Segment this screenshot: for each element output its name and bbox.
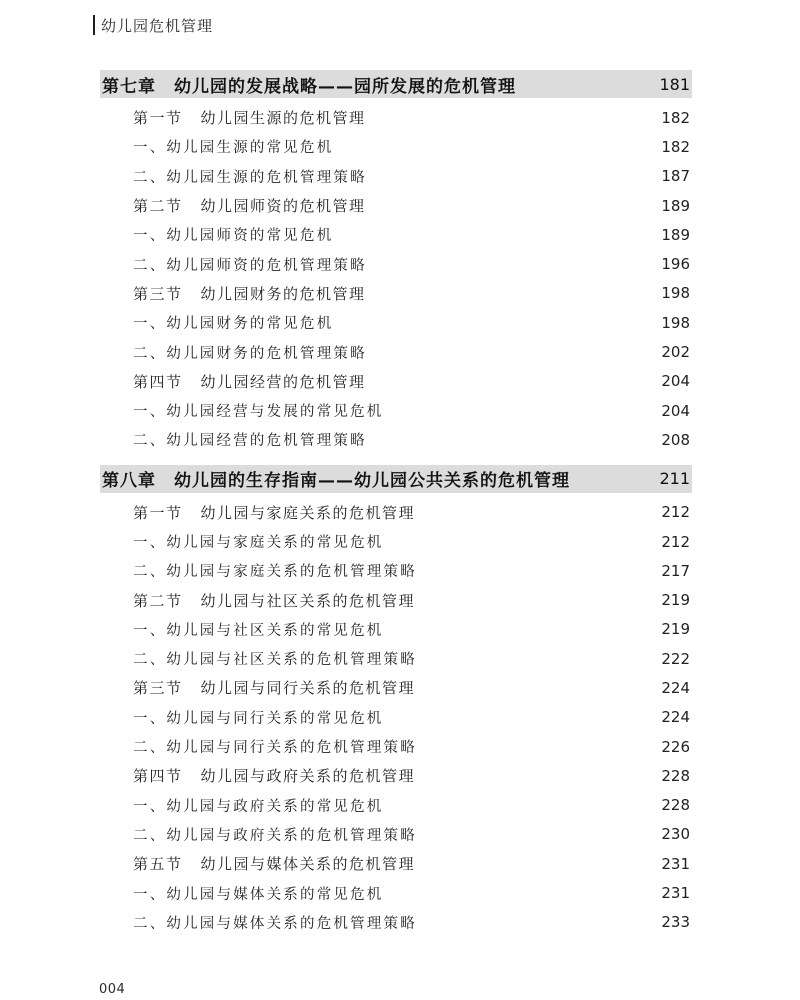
entry-page-number: 204 — [661, 372, 690, 391]
entry-text: 幼儿园师资的危机管理 — [200, 197, 366, 216]
entry-label — [133, 224, 333, 245]
entry-text: 幼儿园与媒体关系的危机管理 — [200, 855, 416, 874]
running-header — [93, 14, 213, 36]
entry-label — [133, 502, 415, 523]
entry-label — [133, 824, 417, 845]
entry-text: 幼儿园生源的危机管理 — [200, 109, 366, 128]
chapter-page-number: 211 — [659, 469, 690, 489]
entry-text: 幼儿园与家庭关系的危机管理 — [200, 503, 416, 522]
entry-text: 幼儿园与社区关系的危机管理 — [200, 591, 416, 610]
entry-text: 二、幼儿园与社区关系的危机管理策略 — [133, 652, 417, 669]
entry-page-number: 219 — [661, 591, 690, 610]
section-number: 第三节 — [133, 679, 183, 698]
entry-page-number: 189 — [661, 196, 690, 215]
chapter-title: 第七章 幼儿园的发展战略——园所发展的危机管理 — [102, 76, 516, 97]
entry-label — [133, 677, 415, 698]
entry-page-number: 231 — [661, 854, 690, 873]
chapter-title: 第八章 幼儿园的生存指南——幼儿园公共关系的危机管理 — [102, 471, 570, 492]
section-number: 第二节 — [133, 197, 183, 216]
entry-label — [133, 619, 384, 640]
entry-label — [133, 853, 415, 874]
entry-label — [133, 136, 333, 157]
entry-text: 二、幼儿园生源的危机管理策略 — [133, 169, 367, 186]
entry-text: 二、幼儿园与同行关系的危机管理策略 — [133, 740, 417, 757]
entry-text: 一、幼儿园生源的常见危机 — [133, 140, 334, 157]
header-rule — [93, 15, 95, 35]
entry-page-number: 212 — [661, 532, 690, 551]
entry-page-number: 228 — [661, 796, 690, 815]
toc-item — [100, 162, 692, 191]
entry-text: 一、幼儿园师资的常见危机 — [133, 228, 334, 245]
entry-label — [133, 283, 366, 304]
toc-item — [100, 644, 692, 673]
toc-item — [100, 878, 692, 907]
chapter-page-number: 181 — [659, 74, 690, 94]
entry-text: 一、幼儿园与政府关系的常见危机 — [133, 798, 384, 815]
toc-item — [100, 396, 692, 425]
toc-section — [100, 191, 692, 220]
section-number: 第四节 — [133, 767, 183, 786]
entry-text: 幼儿园与政府关系的危机管理 — [200, 767, 416, 786]
toc-item — [100, 308, 692, 337]
entry-label — [133, 312, 333, 333]
entry-label — [133, 254, 367, 275]
toc-item — [100, 703, 692, 732]
toc-item — [100, 556, 692, 585]
entry-label — [133, 707, 384, 728]
entry-label — [133, 560, 417, 581]
toc-section — [100, 103, 692, 132]
entry-page-number: 196 — [661, 255, 690, 274]
toc-section — [100, 673, 692, 702]
toc-item — [100, 908, 692, 937]
entry-label — [133, 795, 384, 816]
entry-label — [133, 371, 366, 392]
section-number: 第三节 — [133, 284, 183, 303]
entry-page-number: 204 — [661, 401, 690, 420]
entry-text: 幼儿园财务的危机管理 — [200, 284, 366, 303]
entry-label — [133, 342, 367, 363]
entry-page-number: 189 — [661, 225, 690, 244]
section-number: 第一节 — [133, 109, 183, 128]
entry-text: 二、幼儿园与媒体关系的危机管理策略 — [133, 915, 417, 932]
entry-text: 二、幼儿园财务的危机管理策略 — [133, 345, 367, 362]
entry-text: 幼儿园经营的危机管理 — [200, 372, 366, 391]
section-number: 第一节 — [133, 503, 183, 522]
entry-page-number: 230 — [661, 825, 690, 844]
entry-label — [133, 648, 417, 669]
entry-page-number: 187 — [661, 167, 690, 186]
toc-section — [100, 279, 692, 308]
toc-item — [100, 615, 692, 644]
entry-page-number: 182 — [661, 137, 690, 156]
entry-page-number: 219 — [661, 620, 690, 639]
toc-item — [100, 249, 692, 278]
section-number: 第五节 — [133, 855, 183, 874]
entry-label — [133, 765, 415, 786]
entry-label — [133, 883, 384, 904]
toc-item — [100, 425, 692, 454]
toc-section — [100, 585, 692, 614]
entry-page-number: 231 — [661, 884, 690, 903]
toc-section — [100, 761, 692, 790]
entry-page-number: 233 — [661, 913, 690, 932]
entry-text: 一、幼儿园与社区关系的常见危机 — [133, 622, 384, 639]
chapter-heading — [100, 70, 692, 98]
entry-page-number: 224 — [661, 678, 690, 697]
page-number: 004 — [99, 982, 126, 997]
entry-text: 一、幼儿园财务的常见危机 — [133, 316, 334, 333]
entry-page-number: 208 — [661, 430, 690, 449]
entry-label — [133, 590, 415, 611]
toc-section — [100, 498, 692, 527]
entry-text: 一、幼儿园经营与发展的常见危机 — [133, 404, 384, 421]
entry-page-number: 182 — [661, 108, 690, 127]
book-title: 幼儿园危机管理 — [101, 16, 214, 35]
entry-page-number: 224 — [661, 708, 690, 727]
entry-label — [133, 912, 417, 933]
toc-item — [100, 820, 692, 849]
table-of-contents — [100, 70, 692, 937]
entry-text: 一、幼儿园与家庭关系的常见危机 — [133, 535, 384, 551]
toc-section — [100, 849, 692, 878]
entry-label — [133, 195, 366, 216]
entry-page-number: 212 — [661, 503, 690, 522]
entry-page-number: 198 — [661, 313, 690, 332]
entry-text: 幼儿园与同行关系的危机管理 — [200, 679, 416, 698]
toc-item — [100, 732, 692, 761]
entry-label — [133, 166, 367, 187]
toc-item — [100, 527, 692, 556]
toc-item — [100, 337, 692, 366]
entry-label — [133, 429, 367, 450]
entry-text: 二、幼儿园与政府关系的危机管理策略 — [133, 827, 417, 844]
entry-label — [133, 736, 417, 757]
entry-page-number: 226 — [661, 737, 690, 756]
entry-label — [133, 400, 384, 421]
entry-text: 一、幼儿园与同行关系的常见危机 — [133, 710, 384, 727]
toc-item — [100, 791, 692, 820]
chapter-heading — [100, 465, 692, 493]
entry-page-number: 198 — [661, 284, 690, 303]
entry-label — [133, 107, 366, 128]
entry-text: 二、幼儿园与家庭关系的危机管理策略 — [133, 564, 417, 581]
entry-page-number: 228 — [661, 766, 690, 785]
entry-page-number: 222 — [661, 649, 690, 668]
entry-text: 一、幼儿园与媒体关系的常见危机 — [133, 886, 384, 903]
entry-label — [133, 531, 384, 552]
entry-page-number: 202 — [661, 343, 690, 362]
toc-section — [100, 367, 692, 396]
toc-item — [100, 132, 692, 161]
section-number: 第二节 — [133, 591, 183, 610]
entry-text: 二、幼儿园师资的危机管理策略 — [133, 257, 367, 274]
section-number: 第四节 — [133, 372, 183, 391]
entry-page-number: 217 — [661, 561, 690, 580]
entry-text: 二、幼儿园经营的危机管理策略 — [133, 433, 367, 450]
toc-item — [100, 220, 692, 249]
